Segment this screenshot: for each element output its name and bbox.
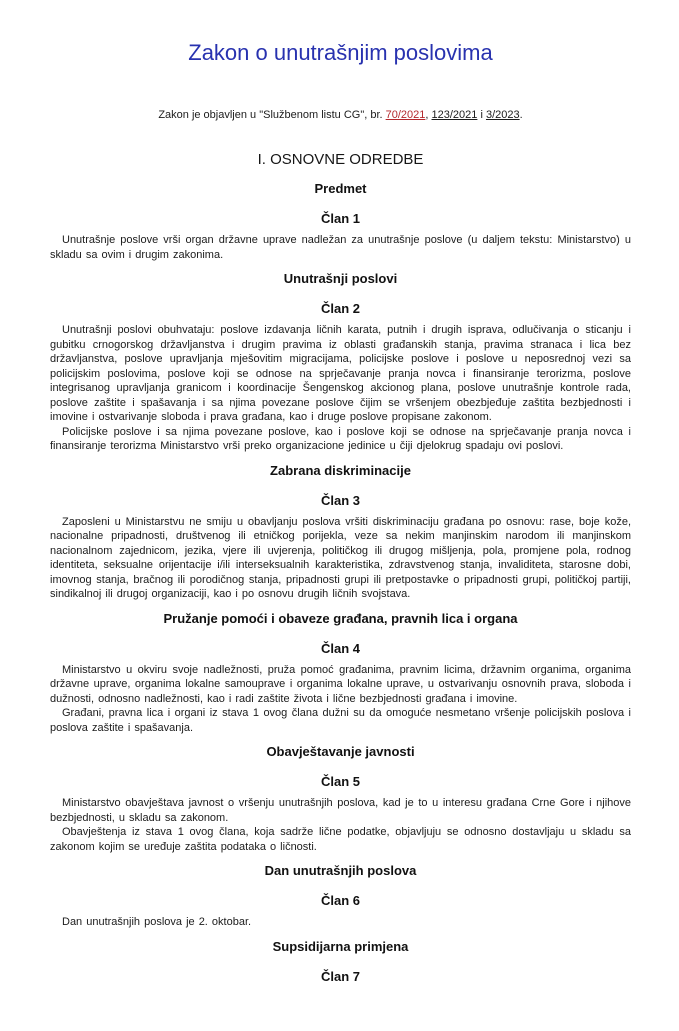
section-heading: Obavještavanje javnosti [266, 744, 415, 759]
article-paragraph: Unutrašnji poslovi obuhvataju: poslove izdavanja ličnih karata, putnih i drugih isprava, odlučivanja o sticanju i gubitku crnogorskog državljanstva i drugim pravima iz oblasti građanskih stanja, pravima stranaca i lica bez državljanstva, poslove upravljanja mješovitim migracijama, policijske poslove i poslove u neposrednoj vezi sa policijskim poslovima, poslove koji se odnose na sprječavanje pranja novca i finansiranje terorizma, poslove integrisanog upravljanja granicom i koordinacije Šengenskog akcionog plana, poslove unutrašnje kontrole rada, poslove zaštite i spašavanja i sa njima povezane poslove čijim se vršenjem obezbjeđuje zaštita bezbjednosti i imovine i ostvarivanje sloboda i prava građana, kao i druge poslove propisane zakonom. [50, 324, 631, 423]
article-paragraph: Ministarstvo u okviru svoje nadležnosti, pruža pomoć građanima, pravnim licima, državnim organima, organima državne uprave, organima lokalne samouprave i organima lokalne uprave, u ostvarivanju osnovnih prava, sloboda i dužnosti, odnosno nadležnosti, kao i radi zaštite života i lične bezbjednosti građana i imovine. [50, 663, 631, 705]
article-paragraph: Dan unutrašnjih poslova je 2. oktobar. [62, 916, 252, 928]
gazette-link[interactable]: 123/2021 [431, 109, 478, 121]
section-heading: Zabrana diskriminacije [270, 462, 411, 478]
article-paragraph: Obavještenja iz stava 1 ovog člana, koja sadrže lične podatke, objavljuju se odnosno dostavljaju u skladu sa zakonom kojim se uređuje zaštita podataka o ličnosti. [50, 826, 631, 853]
section-heading: Unutrašnji poslovi [283, 271, 398, 286]
section-heading: Dan unutrašnjih poslova [264, 863, 417, 878]
article-label: Član 5 [320, 774, 360, 789]
article-label: Član 6 [320, 893, 360, 908]
publication-note [50, 108, 631, 122]
gazette-link[interactable]: 3/2023 [485, 109, 520, 121]
article-paragraph: Unutrašnje poslove vrši organ državne uprave nadležan za unutrašnje poslove (u daljem tekstu: Ministarstvo) u skladu sa ovim i drugim zakonima. [50, 234, 631, 261]
section-heading: Supsidijarna primjena [272, 938, 409, 954]
publication-text: i [477, 109, 486, 121]
chapter-heading: I. OSNOVNE ODREDBE [257, 151, 424, 168]
document-page [0, 40, 679, 1031]
publication-text: Zakon je objavljen u "Službenom listu CG", br. [158, 109, 386, 121]
article-paragraph: Građani, pravna lica i organi iz stava 1 ovog člana dužni su da omoguće nesmetano vršenje policijskih poslova i poslova zaštite i spašavanja. [50, 707, 631, 734]
document-title: Zakon o unutrašnjim poslovima [188, 40, 493, 65]
article-label: Član 7 [320, 968, 360, 984]
article-paragraph: Ministarstvo obavještava javnost o vršenju unutrašnjih poslova, kad je to u interesu građana Crne Gore i njihove bezbjednosti, u skladu sa zakonom. [50, 797, 631, 824]
article-label: Član 2 [320, 301, 360, 316]
gazette-link[interactable]: 70/2021 [385, 109, 426, 121]
publication-text: , [425, 109, 432, 121]
publication-text: . [519, 109, 523, 121]
document-body [50, 181, 631, 985]
article-label: Član 4 [320, 640, 360, 656]
article-paragraph: Zaposleni u Ministarstvu ne smiju u obavljanju poslova vršiti diskriminaciju građana po osnovu: rase, boje kože, nacionalne pripadnosti, društvenog ili etničkog porijekla, veze sa nekim manjinskim narodom ili manjinskom nacionalnom zajednicom, jezika, vjere ili uvjerenja, političkog ili drugog mišljenja, pola, promjene pola, rodnog identiteta, seksualne orijentacije i/ili interseksualnih karakteristika, zdravstvenog stanja, invaliditeta, starosne dobi, imovnog stanja, bračnog ili porodičnog stanja, pripadnosti grupi ili pretpostavke o pripadnosti grupi, političkoj partiji, sindikalnoj ili drugoj organizaciji, kao i po osnovu drugih ličnih svojstava. [50, 515, 631, 600]
article-label: Član 3 [320, 492, 360, 508]
article-label: Član 1 [320, 211, 360, 226]
section-heading: Predmet [314, 181, 367, 196]
article-paragraph: Policijske poslove i sa njima povezane poslove, kao i poslove koji se odnose na sprječavanje pranja novca i finansiranje terorizma Ministarstvo vrši preko organizacione jedinice u čiji djelokrug spadaju ovi poslovi. [50, 425, 631, 452]
section-heading: Pružanje pomoći i obaveze građana, pravnih lica i organa [163, 610, 518, 626]
